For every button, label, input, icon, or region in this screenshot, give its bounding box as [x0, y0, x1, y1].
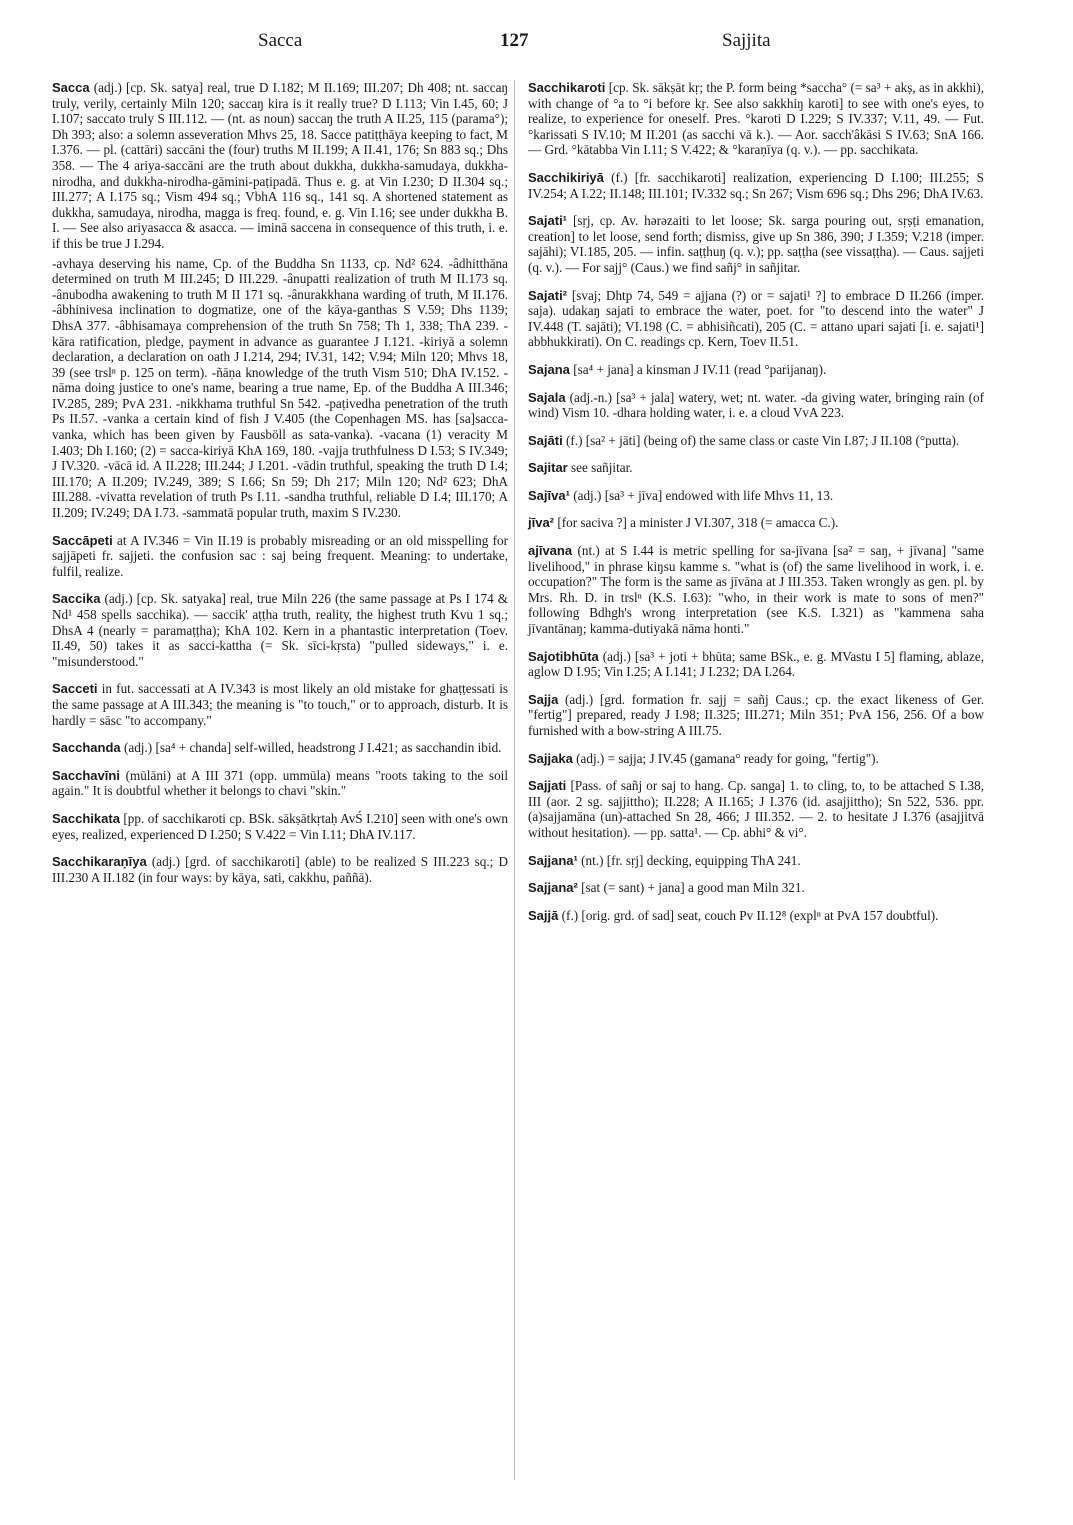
entry-text: [sat (= sant) + jana] a good man Miln 321.	[577, 880, 805, 896]
entry	[528, 692, 984, 739]
entry-text: (f.) [orig. grd. of sad] seat, couch Pv II.12⁸ (explⁿ at PvA 157 doubtful).	[558, 907, 939, 923]
entry	[528, 362, 984, 378]
headword: Sajati²	[528, 287, 568, 303]
entry	[528, 543, 984, 637]
entry	[52, 533, 508, 580]
entry	[528, 488, 984, 504]
entry-text: (adj.) = sajja; J IV.45 (gamana° ready for going, "fertig").	[572, 750, 879, 766]
headword: Sajana	[528, 361, 570, 377]
headword: ajīvana	[528, 543, 573, 559]
running-head-right: Sajjita	[722, 30, 771, 51]
entry-text: (f.) [sa² + jāti] (being of) the same class or caste Vin I.87; J II.108 (°putta).	[562, 432, 960, 448]
entry	[528, 433, 984, 449]
headword: Sacca	[52, 80, 90, 95]
entry	[52, 80, 508, 252]
running-head-left: Sacca	[258, 30, 303, 51]
headword: Sajjā	[528, 907, 559, 923]
entry	[52, 740, 508, 756]
headword: Sajāti	[528, 432, 563, 448]
entry-text: (adj.) [sa³ + joti + bhūta; same BSk., e. g. MVastu I 5] flaming, ablaze, aglow D I.95; Vin I.25; A I.141; J I.232; DA I.264.	[528, 648, 984, 680]
entry	[528, 80, 984, 158]
entry-text: [sṛj, cp. Av. hərəzaiti to let loose; Sk. sarga pouring out, sṛṣṭi emanation, creation] to let loose, send forth; dismiss, give up Sn 386, 390; J I.359; V.218 (imper. sajāhi); VI.185, 205. — infin. saṭṭhuŋ (q. v.); pp. saṭṭha (see vissaṭṭha). — Caus. sajjeti (q. v.). — For sajj° (Caus.) we find sañj° in sañjitar.	[528, 213, 984, 275]
entry	[52, 811, 508, 842]
entry	[528, 390, 984, 421]
headword: Sacchanda	[52, 740, 121, 756]
headword: Sacceti	[52, 681, 98, 697]
entry-text: (adj.) [sa⁴ + chanda] self-willed, headstrong J I.421; as sacchandin ibid.	[120, 740, 502, 756]
page-number: 127	[500, 30, 529, 51]
entry	[52, 768, 508, 799]
entry-text: (adj.) [grd. formation fr. sajj = sañj Caus.; cp. the exact likeness of Ger. "fertig"] prepared, ready J I.98; II.325; III.271; Miln 351; PvA 156, 256. Of a bow furnished with a bow-string A III.75.	[528, 691, 984, 738]
headword: Sacchikata	[52, 810, 120, 826]
headword: Sajīva¹	[528, 487, 570, 503]
entry-text: at A IV.346 = Vin II.19 is probably misreading or an old misspelling for sajjāpeti fr. sajjeti. the confusion sac : saj being frequent. Meaning: to undertake, fulfil, realize.	[52, 532, 508, 579]
entry	[528, 288, 984, 350]
column-divider	[514, 80, 515, 1480]
entry-text: [sa⁴ + jana] a kinsman J IV.11 (read °parijanaŋ).	[569, 361, 827, 377]
entry-text: (adj.) [cp. Sk. satyaka] real, true Miln 226 (the same passage at Ps I 174 & Nd¹ 458 spells sacchika). — saccik' aṭṭha truth, reality, the highest truth Kvu 1 sq.; DhsA 4 (nearly = paramaṭṭha); KhA 102. Kern in a phantastic interpretation (Toev. II.49, 50) takes it as sacci-kattha (= Sk. sīci-kṛsta) "pulled sideways," i. e. "misunderstood."	[52, 591, 508, 669]
headword: Sajitar	[528, 460, 568, 476]
headword: Sajati¹	[528, 213, 568, 229]
entry	[52, 591, 508, 669]
right-column	[528, 80, 984, 935]
entry	[528, 778, 984, 840]
entry-text: [svaj; Dhtp 74, 549 = ajjana (?) or = sajati¹ ?] to embrace D II.266 (imper. saja). udakaŋ sajati to embrace the water, poet. for "to descend into the water" J IV.448 (T. sajāti); VI.198 (C. = abhisiñcati), 205 (C. = attano upari sajati [i. e. sajati¹] abbhukkirati). On C. readings cp. Kern, Toev II.51.	[528, 287, 984, 350]
entry	[52, 854, 508, 885]
headword: Sacchavīni	[52, 767, 120, 783]
entry-text: [cp. Sk. sākṣāt kṛ; the P. form being *saccha° (= sa³ + akṣ, as in akkhi), with change of °a to °i before kṛ. See also sakkhiŋ karoti] to see with one's eyes, to realize, to experience for oneself. Pres. °karoti D I.229; S IV.337; V.11, 49. — Fut. °karissati S IV.10; M II.201 (as sacchi vā k.). — Aor. sacch'âkāsi S IV.63; SnA 166. — Grd. °kātabba Vin I.11; S V.422; & °karaṇīya (q. v.). — pp. sacchikata.	[528, 80, 984, 158]
headword: jīva²	[528, 515, 555, 531]
entry-text: (adj.) [grd. of sacchikaroti] (able) to be realized S III.223 sq.; D III.230 A II.182 (in four ways: by kāya, sati, cakkhu, paññā).	[52, 854, 508, 885]
headword: Sacchikiriyā	[528, 169, 604, 185]
entry-text: (f.) [fr. sacchikaroti] realization, experiencing D I.100; III.255; S IV.254; A I.22; II.148; III.101; IV.332 sq.; Sn 267; Vism 696 sq.; Dhs 296; DhA IV.63.	[528, 169, 984, 201]
entry	[52, 256, 508, 521]
headword: Sajala	[528, 389, 566, 405]
entry-text: (adj.-n.) [sa³ + jala] watery, wet; nt. water. -da giving water, bringing rain (of wind) Vism 10. -dhara holding water, i. e. a cloud VvA 223.	[528, 389, 984, 421]
headword: Sajja	[528, 691, 559, 707]
entry-text: (adj.) [cp. Sk. satya] real, true D I.182; M II.169; III.207; Dh 408; nt. saccaŋ truly, verily, certainly Miln 120; saccaŋ kira is it really true? D I.113; Vin I.45, 60; J I.107; saccato truly S III.112. — (nt. as noun) saccaŋ the truth A II.25, 115 (parama°); Dh 393; also: a solemn asseveration Mhvs 25, 18. Sacce patiṭṭhāya keeping to fact, M I.376. — pl. (cattāri) saccāni the (four) truths M II.199; A II.41, 176; Sn 883 sq.; Dhs 358. — The 4 ariya-saccāni are the truth about dukkha, dukkha-samudaya, dukkha-nirodha, and dukkha-nirodha-gāmini-paṭipadā. Thus e. g. at Vin I.230; D II.304 sq.; III.277; A I.175 sq.; Vism 494 sq.; VbhA 116 sq., 141 sq. A shortened statement as dukkha, samudaya, nirodha, magga is freq. found, e. g. Vin I.16; see under dukkha B. I. — See also ariyasacca & asacca. — iminā saccena in consequence of this truth, i. e. if this be true J I.294.	[52, 80, 508, 251]
headword: Sajjana¹	[528, 852, 578, 868]
entry	[528, 649, 984, 680]
entry	[528, 460, 984, 476]
entry	[528, 170, 984, 201]
entry-text: (nt.) at S I.44 is metric spelling for sa-jīvana [sa² = saŋ, + jīvana] "same livelihood," in phrase kiŋsu kamme s. "what is (of) the same livelihood in work, i. e. occupation?" The form is the same as jīvāna at J III.353. Taken wrongly as gen. pl. by Mrs. Rh. D. in trslⁿ (K.S. I.63): "who, in their work is mate to sons of men?" following Bdhgh's wrong interpretation (see K.S. I.321) as "kammena saha jīvantānaŋ; kamma-dutiyakā nāma honti."	[528, 543, 984, 637]
entry	[52, 681, 508, 728]
entry	[528, 751, 984, 767]
entry-text: in fut. saccessati at A IV.343 is most likely an old mistake for ghaṭṭessati is the same passage at A III.343; the meaning is "to touch," or to approach, disturb. It is hardly = sāsc "to accompany."	[52, 681, 508, 728]
headword: Sacchikaraṇīya	[52, 854, 147, 870]
entry-text: (adj.) [sa³ + jīva] endowed with life Mhvs 11, 13.	[569, 487, 834, 503]
entry-text: [pp. of sacchikaroti cp. BSk. sākṣātkṛtaḥ AvŚ I.210] seen with one's own eyes, realized, experienced D I.250; S V.422 = Vin I.11; DhA IV.117.	[52, 810, 508, 842]
headword: Saccika	[52, 591, 101, 607]
entry-text: (mūlāni) at A III 371 (opp. ummūla) means "roots taking to the soil again." It is doubtful whether it belongs to chavi "skin."	[52, 767, 508, 799]
entry	[528, 515, 984, 531]
entry-text: (nt.) [fr. sṛj] decking, equipping ThA 241.	[577, 852, 801, 868]
headword: Sajjaka	[528, 750, 573, 766]
entry-text: see sañjitar.	[567, 460, 633, 476]
headword: Sacchikaroti	[528, 80, 606, 95]
entry	[528, 853, 984, 869]
left-column	[52, 80, 508, 897]
entry	[528, 880, 984, 896]
headword: Sajjana²	[528, 880, 578, 896]
entry	[528, 213, 984, 275]
entry-text: -avhaya deserving his name, Cp. of the Buddha Sn 1133, cp. Nd² 624. -âdhitthāna determined on truth M III.245; D III.229. -ânupatti realization of truth M II.173 sq. -ânubodha awakening to truth M II 171 sq. -ânurakkhana warding of truth, M II.176. -âbhinivesa inclination to dogmatize, one of the kāya-ganthas S V.59; Dhs 1139; DhsA 377. -âbhisamaya comprehension of the truth Sn 758; Th 1, 338; ThA 239. -kāra ratification, pledge, payment in advance as guarantee J I.121. -kiriyā a solemn declaration, a declaration on oath J I.214, 294; IV.31, 142; V.94; Miln 120; Mhvs 18, 39 (see trslⁿ p. 125 on term). -ñāṇa knowledge of the truth Vism 510; DhA IV.152. -nāma doing justice to one's name, bearing a true name, Ep. of the Buddha A III.346; IV.285, 289; PvA 231. -nikkhama truthful Sn 542. -paṭivedha penetration of the truth Ps II.57. -vanka a certain kind of fish J V.405 (the Copenhagen MS. has [sa]sacca-vanka, which has been given by Fausböll as sata-vanka). -vacana (1) veracity M I.403; Dh I.160; (2) = sacca-kiriyā KhA 169, 180. -vajja truthfulness D I.53; S IV.349; J IV.320. -vācā id. A II.228; III.244; J I.201. -vādin truthful, speaking the truth D I.4; III.170; A II.209; IV.249, 389; S I.66; Sn 59; Dh 217; Miln 120; Nd² 623; DhA III.288. -vivatta revelation of truth Ps I.11. -sandha truthful, reliable D I.4; III.170; A II.209; IV.249; DA I.73. -sammatā popular truth, maxim S IV.230.	[52, 255, 508, 521]
entry-text: [for saciva ?] a minister J VI.307, 318 (= amacca C.).	[554, 515, 839, 531]
headword: Sajjati	[528, 778, 567, 794]
entry-text: [Pass. of sañj or saj to hang. Cp. sanga] 1. to cling, to, to be attached S I.38, III (aor. 2 sg. sajjittho); II.228; A II.165; J I.376 (id. asajjittho); Sn 522, 536. ppr. (a)sajjamāna (un)-attached Sn 28, 466; J III.352. — 2. to hesitate J I.376 (asajjitvā without hesitation). — pp. satta¹. — Cp. abhi° & vi°.	[528, 778, 984, 840]
entry	[528, 908, 984, 924]
headword: Saccāpeti	[52, 532, 113, 548]
headword: Sajotibhūta	[528, 648, 599, 664]
